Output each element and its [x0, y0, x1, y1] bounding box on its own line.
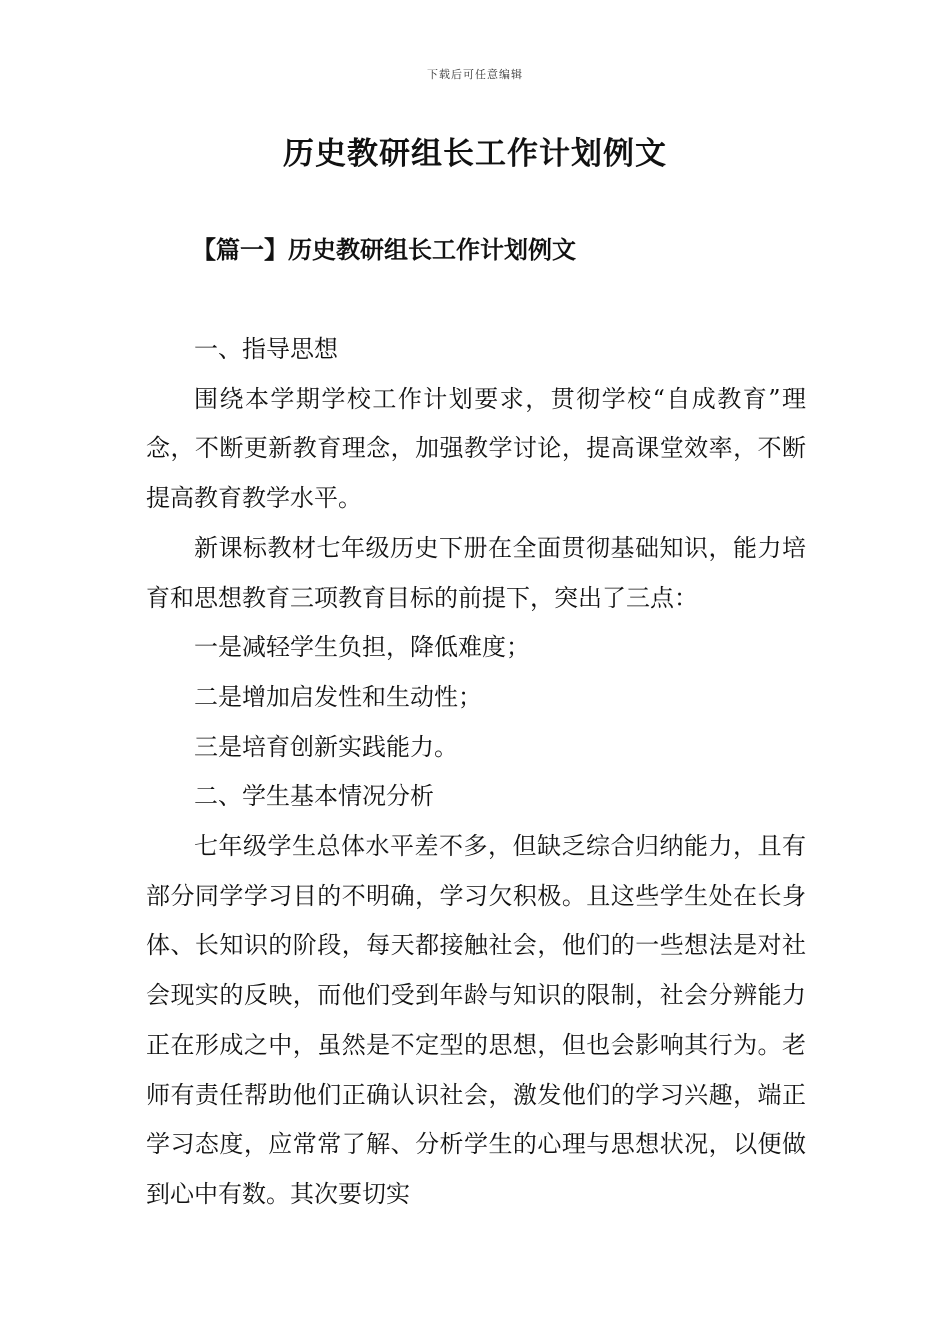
paragraph: 七年级学生总体水平差不多，但缺乏综合归纳能力，且有部分同学学习目的不明确，学习欠积极。且这些学生处在长身体、长知识的阶段，每天都接触社会，他们的一些想法是对社会现实的反映，而他们受到年龄与知识的限制，社会分辨能力正在形成之中，虽然是不定型的思想，但也会影响其行为。老师有责任帮助他们正确认识社会，激发他们的学习兴趣，端正学习态度，应常常了解、分析学生的心理与思想状况，以便做到心中有数。其次要切实 [146, 832, 806, 1208]
header-note: 下载后可任意编辑 [427, 68, 523, 81]
document-title: 历史教研组长工作计划例文 [283, 136, 667, 172]
heading-student-analysis: 二、学生基本情况分析 [194, 782, 434, 811]
document-body [146, 325, 806, 1220]
heading-guiding-ideology: 一、指导思想 [194, 335, 338, 363]
list-item: 三是培育创新实践能力。 [194, 732, 458, 761]
paragraph: 围绕本学期学校工作计划要求，贯彻学校“自成教育”理念，不断更新教育理念，加强教学讨论，提高课堂效率，不断提高教育教学水平。 [146, 384, 806, 513]
paragraph: 新课标教材七年级历史下册在全面贯彻基础知识，能力培育和思想教育三项教育目标的前提下，突出了三点： [146, 533, 806, 612]
list-item: 一是减轻学生负担，降低难度； [194, 633, 530, 662]
list-item: 二是增加启发性和生动性； [194, 682, 482, 711]
section-heading: 【篇一】历史教研组长工作计划例文 [192, 235, 576, 264]
